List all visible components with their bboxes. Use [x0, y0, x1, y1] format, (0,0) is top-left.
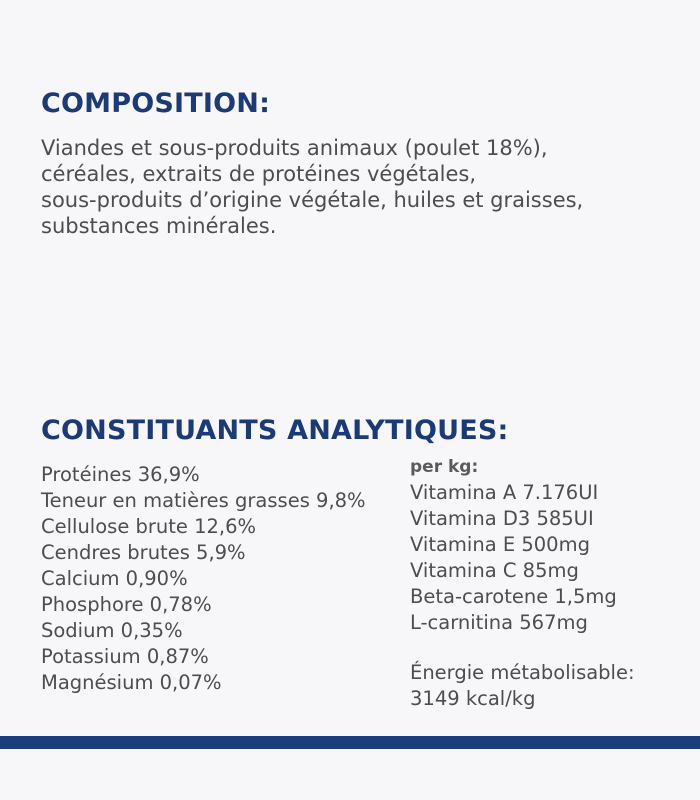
composition-line: sous-produits d’origine végétale, huiles et graisses,	[41, 188, 584, 212]
additive-item: Vitamina D3 585UI	[410, 507, 594, 530]
constituent-item: Magnésium 0,07%	[41, 671, 222, 694]
additive-item: L-carnitina 567mg	[410, 611, 588, 634]
composition-line: substances minérales.	[41, 214, 277, 238]
energy-label: Énergie métabolisable:	[410, 661, 635, 684]
per-kg-label: per kg:	[410, 457, 479, 477]
constituent-item: Calcium 0,90%	[41, 567, 188, 590]
energy-value: 3149 kcal/kg	[410, 687, 536, 710]
constituent-item: Sodium 0,35%	[41, 619, 183, 642]
composition-line: Viandes et sous-produits animaux (poulet 18%),	[41, 136, 548, 160]
composition-line: céréales, extraits de protéines végétales,	[41, 162, 477, 186]
analytic-heading: CONSTITUANTS ANALYTIQUES:	[41, 415, 509, 446]
composition-heading: COMPOSITION:	[41, 88, 271, 119]
constituent-item: Cellulose brute 12,6%	[41, 515, 257, 538]
constituent-item: Protéines 36,9%	[41, 463, 200, 486]
additives-list	[410, 456, 635, 712]
spacer	[410, 636, 635, 660]
additive-item: Vitamina C 85mg	[410, 559, 579, 582]
composition-text	[41, 135, 681, 239]
analytic-constituents-list	[41, 462, 366, 696]
constituent-item: Cendres brutes 5,9%	[41, 541, 246, 564]
additive-item: Beta-carotene 1,5mg	[410, 585, 617, 608]
additive-item: Vitamina E 500mg	[410, 533, 590, 556]
constituent-item: Teneur en matières grasses 9,8%	[41, 489, 366, 512]
additive-item: Vitamina A 7.176UI	[410, 481, 599, 504]
footer-bar	[0, 736, 700, 749]
constituent-item: Phosphore 0,78%	[41, 593, 212, 616]
constituent-item: Potassium 0,87%	[41, 645, 209, 668]
